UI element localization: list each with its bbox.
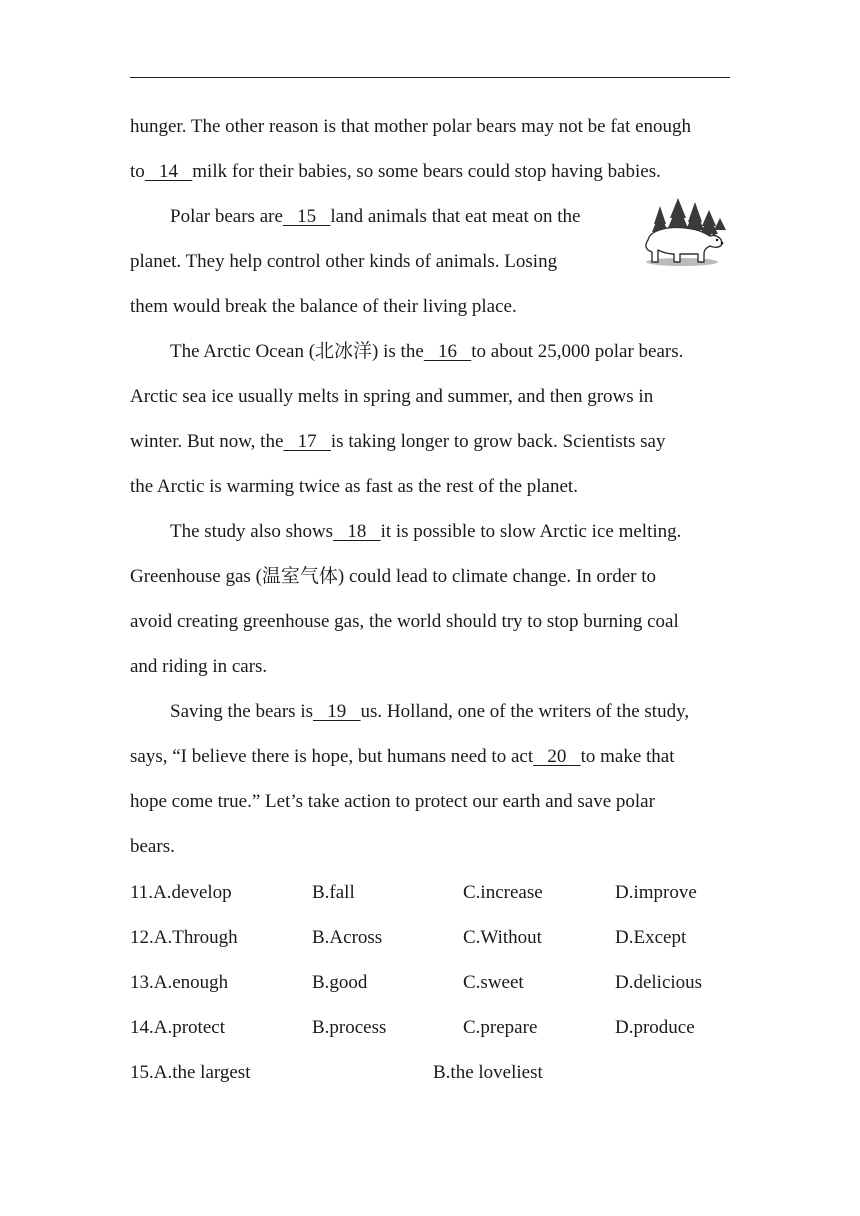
passage-line: The Arctic Ocean (北冰洋) is the 16 to about 25,000 polar bears.	[170, 341, 684, 362]
passage-line: them would break the balance of their living place.	[130, 296, 517, 317]
passage-line: bears.	[130, 836, 175, 857]
passage-line: the Arctic is warming twice as fast as the rest of the planet.	[130, 476, 578, 497]
option-14-c: C.prepare	[463, 1017, 538, 1038]
polar-bear-with-trees-icon	[634, 196, 730, 272]
option-11-a: 11.A.develop	[130, 882, 232, 903]
option-11-b: B.fall	[312, 882, 355, 903]
blank-18: 18	[333, 521, 381, 542]
blank-17: 17	[283, 431, 331, 452]
passage-line: avoid creating greenhouse gas, the world should try to stop burning coal	[130, 611, 679, 632]
header-rule	[130, 77, 730, 78]
passage-line: Arctic sea ice usually melts in spring and summer, and then grows in	[130, 386, 654, 407]
option-11-c: C.increase	[463, 882, 543, 903]
option-14-b: B.process	[312, 1017, 387, 1038]
option-13-b: B.good	[312, 972, 368, 993]
option-12-c: C.Without	[463, 927, 542, 948]
passage-line: The study also shows 18 it is possible to slow Arctic ice melting.	[170, 521, 682, 542]
passage-line: to 14 milk for their babies, so some bears could stop having babies.	[130, 161, 661, 182]
option-13-c: C.sweet	[463, 972, 524, 993]
blank-14: 14	[144, 161, 193, 182]
option-15-b: B.the loveliest	[433, 1062, 543, 1083]
option-12-a: 12.A.Through	[130, 927, 238, 948]
blank-20: 20	[533, 746, 581, 767]
blank-16: 16	[423, 341, 472, 362]
option-15-a: 15.A.the largest	[130, 1062, 251, 1083]
passage-line: Greenhouse gas (温室气体) could lead to climate change. In order to	[130, 566, 657, 587]
passage-line: Polar bears are 15 land animals that eat meat on the	[170, 206, 581, 227]
option-13-d: D.delicious	[615, 972, 703, 993]
option-14-a: 14.A.protect	[130, 1017, 225, 1038]
option-12-d: D.Except	[615, 927, 687, 948]
passage-line: winter. But now, the 17 is taking longer to grow back. Scientists say	[130, 431, 666, 452]
option-14-d: D.produce	[615, 1017, 695, 1038]
passage-line: says, “I believe there is hope, but humans need to act 20 to make that	[130, 746, 675, 767]
passage-line: Saving the bears is 19 us. Holland, one of the writers of the study,	[170, 701, 690, 722]
option-12-b: B.Across	[312, 927, 383, 948]
passage-line: and riding in cars.	[130, 656, 268, 677]
blank-19: 19	[313, 701, 361, 722]
option-11-d: D.improve	[615, 882, 697, 903]
passage-line: hunger. The other reason is that mother polar bears may not be fat enough	[130, 116, 692, 137]
passage-line: hope come true.” Let’s take action to protect our earth and save polar	[130, 791, 655, 812]
passage-line: planet. They help control other kinds of animals. Losing	[130, 251, 558, 272]
blank-15: 15	[282, 206, 331, 227]
option-13-a: 13.A.enough	[130, 972, 229, 993]
